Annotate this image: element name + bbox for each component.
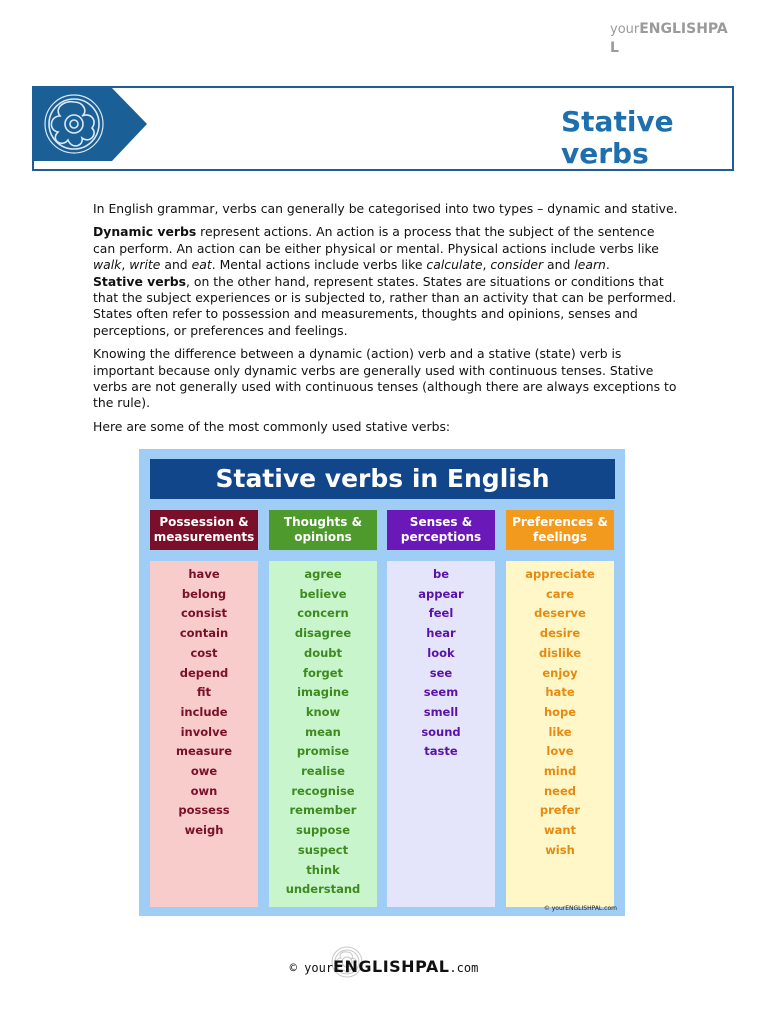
- verb-item: seem: [423, 685, 459, 700]
- verb-item: look: [427, 645, 455, 660]
- verb-item: desire: [539, 626, 581, 641]
- verb-item: feel: [428, 606, 454, 621]
- footer-copyright: [0, 957, 768, 976]
- verb-item: love: [546, 744, 574, 759]
- dynamic-verbs-text: represent actions. An action is a process that the subject of the sentence can perform. An action can be either physical or mental. Physical actions include verbs like: [93, 224, 659, 256]
- verb-item: sound: [421, 724, 461, 739]
- verb-item: forget: [302, 665, 344, 680]
- verb-item: agree: [304, 567, 342, 581]
- verb-item: deserve: [534, 606, 586, 621]
- stative-verbs-text: , on the other hand, represent states. States are situations or conditions that that the subject experiences or is subjected to, rather than an activity that can be performed. States often refer to possession and measurements, thoughts and opinions, senses and perceptions, or preferences and feelings.: [93, 273, 677, 338]
- footer-brand-big: ENGLISHPAL: [333, 957, 450, 976]
- definitions-paragraph: [93, 224, 678, 339]
- separator: ,: [121, 257, 130, 273]
- verb-item: suppose: [295, 823, 351, 838]
- column-verb-list: [506, 561, 614, 907]
- column-heading: Preferences & feelings: [506, 510, 614, 550]
- verb-item: hate: [545, 685, 575, 700]
- verb-item: smell: [423, 704, 459, 719]
- difference-paragraph: Knowing the difference between a dynamic (action) verb and a stative (state) verb is important because only dynamic verbs are generally used with continuous tenses. Stative verbs are not generally used with continuous tenses (although there are always exceptions to the rule).: [93, 346, 677, 411]
- verb-item: consist: [180, 606, 228, 621]
- column-heading: Thoughts & opinions: [269, 510, 377, 550]
- verb-item: hear: [426, 626, 456, 641]
- footer-copyright-symbol: ©: [289, 961, 297, 975]
- verb-item: fit: [196, 685, 212, 700]
- rose-emblem-icon: [34, 88, 150, 161]
- verb-item: involve: [180, 724, 228, 739]
- separator: and: [543, 257, 575, 273]
- mental-actions-text: . Mental actions include verbs like: [211, 257, 427, 273]
- stative-verbs-infographic: [139, 449, 625, 916]
- footer-brand-small: your: [304, 961, 334, 975]
- list-intro-paragraph: Here are some of the most commonly used stative verbs:: [93, 418, 451, 434]
- verb-item: measure: [175, 744, 233, 759]
- verb-item: mean: [305, 724, 341, 739]
- verb-item: hope: [543, 704, 577, 719]
- verb-item: mind: [543, 764, 577, 779]
- verb-item: concern: [297, 606, 349, 621]
- verb-item: cost: [190, 645, 218, 660]
- verb-item: care: [545, 586, 575, 601]
- brand-top-small: your: [610, 22, 640, 37]
- verb-item: think: [306, 862, 340, 877]
- verb-item: need: [543, 783, 577, 798]
- column-heading: Senses & perceptions: [387, 510, 495, 550]
- verb-item: contain: [179, 626, 229, 641]
- verb-item: taste: [424, 744, 458, 759]
- separator: and: [160, 257, 192, 273]
- separator: ,: [482, 257, 491, 273]
- period: .: [605, 257, 610, 273]
- verb-item: prefer: [539, 803, 581, 818]
- verb-item: disagree: [294, 626, 352, 641]
- verb-item: like: [548, 724, 572, 739]
- page-title: Stative verbs: [561, 105, 674, 170]
- brand-top-logo: [610, 20, 735, 57]
- example-walk: walk: [93, 257, 122, 273]
- dynamic-verbs-label: Dynamic verbs: [93, 224, 197, 240]
- column-verb-list: [387, 561, 495, 907]
- example-calculate: calculate: [426, 257, 483, 273]
- verb-item: be: [432, 567, 450, 581]
- verb-item: remember: [289, 803, 357, 818]
- stative-verbs-label: Stative verbs: [93, 273, 187, 289]
- title-banner: [32, 86, 734, 171]
- verb-item: realise: [301, 764, 345, 779]
- verb-item: believe: [299, 586, 347, 601]
- verb-item: possess: [178, 803, 230, 818]
- infographic-credit: © yourENGLISHPAL.com: [543, 905, 617, 912]
- verb-item: doubt: [303, 645, 343, 660]
- verb-item: depend: [179, 665, 229, 680]
- article-body: [93, 201, 678, 442]
- example-consider: consider: [490, 257, 544, 273]
- verb-item: suspect: [297, 842, 349, 857]
- verb-item: recognise: [291, 783, 355, 798]
- infographic-title: Stative verbs in English: [150, 459, 615, 499]
- verb-item: appreciate: [525, 567, 595, 581]
- column-verb-list: [150, 561, 258, 907]
- brand-top-big: ENGLISHPAL: [610, 21, 728, 56]
- intro-paragraph: In English grammar, verbs can generally be categorised into two types – dynamic and stative.: [93, 201, 678, 216]
- verb-item: own: [190, 783, 218, 798]
- column-verb-list: [269, 561, 377, 907]
- verb-item: belong: [181, 586, 227, 601]
- verb-item: owe: [190, 764, 218, 779]
- example-write: write: [129, 257, 161, 273]
- verb-item: include: [180, 704, 228, 719]
- column-heading: Possession & measurements: [150, 510, 258, 550]
- verb-item: see: [429, 665, 453, 680]
- verb-item: understand: [285, 882, 361, 897]
- verb-item: want: [543, 823, 577, 838]
- verb-item: weigh: [184, 823, 224, 838]
- verb-item: dislike: [538, 645, 582, 660]
- verb-item: imagine: [297, 685, 349, 700]
- verb-item: have: [188, 567, 220, 581]
- verb-item: know: [305, 704, 341, 719]
- verb-item: wish: [545, 842, 575, 857]
- verb-item: enjoy: [542, 665, 578, 680]
- example-eat: eat: [191, 257, 212, 273]
- verb-item: appear: [418, 586, 464, 601]
- example-learn: learn: [574, 257, 606, 273]
- footer-brand-suffix: .com: [449, 961, 479, 975]
- verb-item: promise: [296, 744, 350, 759]
